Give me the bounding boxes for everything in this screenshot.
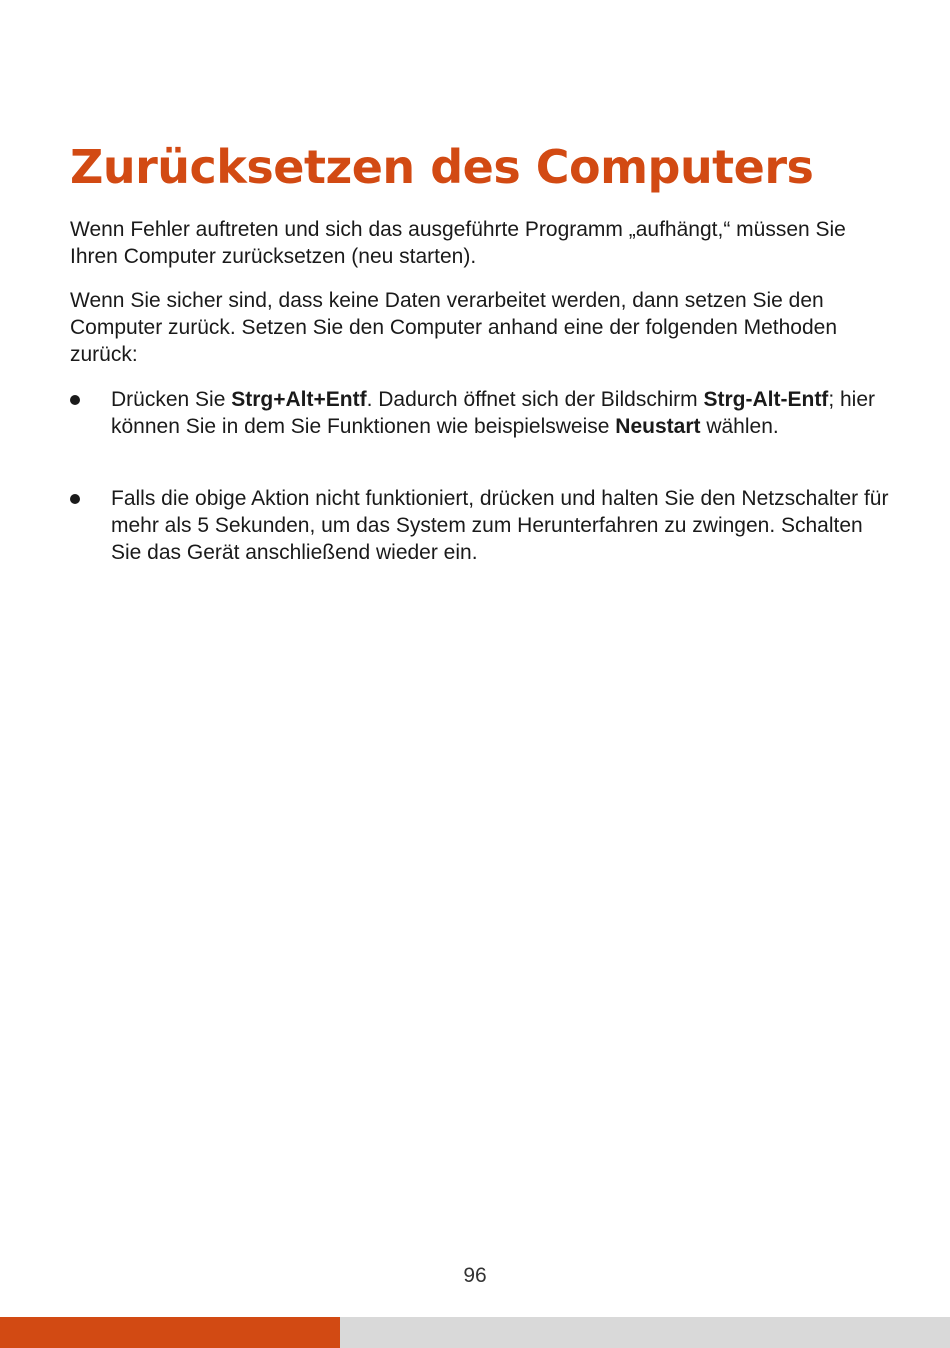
option-name: Neustart bbox=[615, 415, 701, 438]
keyboard-shortcut: Strg+Alt+Entf bbox=[231, 388, 367, 411]
method-paragraph: Wenn Sie sicher sind, dass keine Daten verarbeitet werden, dann setzen Sie den Computer zurück. Setzen Sie den Computer anhand eine der folgenden Methoden zurück: bbox=[70, 289, 837, 366]
screen-name: Strg-Alt-Entf bbox=[703, 388, 829, 411]
footer-accent-bar bbox=[0, 1317, 340, 1348]
bullet-text: Falls die obige Aktion nicht funktioniert, drücken und halten Sie den Netzschalter für mehr als 5 Sekunden, um das System zum Herunterfahren zu zwingen. Schalten Sie das Gerät anschließend wieder ein. bbox=[111, 487, 889, 564]
bullet-text-segment: Drücken Sie bbox=[111, 388, 232, 411]
bullet-text-segment: . Dadurch öffnet sich der Bildschirm bbox=[366, 388, 704, 411]
intro-paragraph: Wenn Fehler auftreten und sich das ausgeführte Programm „aufhängt,“ müssen Sie Ihren Computer zurücksetzen (neu starten). bbox=[70, 218, 846, 268]
bullet-icon bbox=[70, 494, 80, 504]
bullet-text bbox=[111, 386, 891, 440]
bullet-icon bbox=[70, 395, 80, 405]
bullet-text-segment: ; hier können Sie in dem Sie Funktionen wie beispielsweise bbox=[111, 388, 875, 438]
page-number: 96 bbox=[463, 1264, 487, 1287]
bullet-text-segment: wählen. bbox=[700, 415, 779, 438]
footer-bar bbox=[0, 1317, 950, 1348]
page-title: Zurücksetzen des Computers bbox=[70, 140, 814, 194]
footer-gray-bar bbox=[340, 1317, 950, 1348]
